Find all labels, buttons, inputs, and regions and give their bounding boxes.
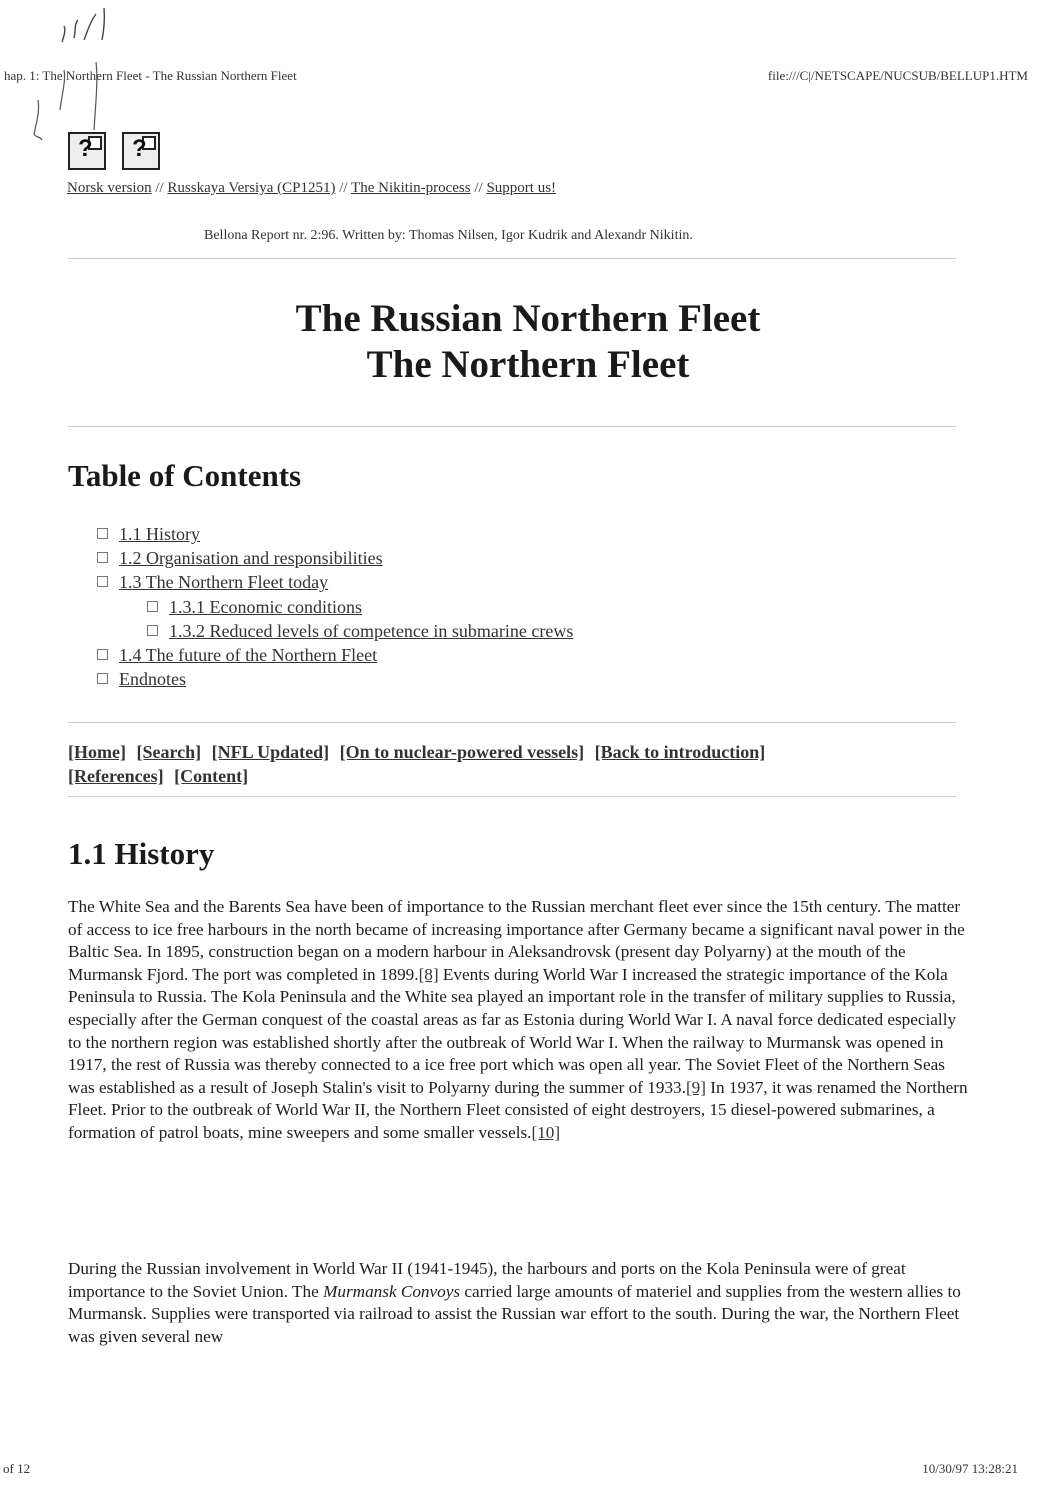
nav-nuclear-vessels-link[interactable]: [On to nuclear-powered vessels] bbox=[339, 742, 585, 762]
history-paragraph-2 bbox=[68, 1258, 968, 1348]
footnote-link-9[interactable]: [9] bbox=[685, 1077, 706, 1097]
paragraph-text: carried large amounts of materiel and supplies from the western allies to Murmansk. Supplies were transported via railroad to assist the Russian war effort to the south. During the war, the Northern Fleet was given several new bbox=[68, 1281, 961, 1346]
toc-item bbox=[97, 546, 573, 570]
icon-row bbox=[68, 132, 172, 175]
byline: Bellona Report nr. 2:96. Written by: Thomas Nilsen, Igor Kudrik and Alexandr Nikitin. bbox=[204, 228, 693, 243]
nav-search-link[interactable]: [Search] bbox=[136, 742, 202, 762]
divider bbox=[68, 722, 956, 723]
broken-image-icon[interactable] bbox=[68, 132, 106, 170]
norsk-version-link[interactable]: Norsk version bbox=[67, 180, 152, 196]
page-count: of 12 bbox=[3, 1461, 31, 1476]
nav-nfl-updated-link[interactable]: [NFL Updated] bbox=[211, 742, 330, 762]
browser-url: file:///C|/NETSCAPE/NUCSUB/BELLUP1.HTM bbox=[767, 68, 1028, 83]
section-heading-history: 1.1 History bbox=[68, 836, 215, 871]
russian-version-link[interactable]: Russkaya Versiya (CP1251) bbox=[167, 180, 336, 196]
support-us-link[interactable]: Support us! bbox=[486, 180, 557, 196]
toc-link-history[interactable]: 1.1 History bbox=[119, 524, 200, 544]
toc-item bbox=[97, 619, 573, 643]
toc-link-organisation[interactable]: 1.2 Organisation and responsibilities bbox=[119, 548, 383, 569]
bullet-square-icon bbox=[97, 649, 108, 660]
link-separator: // bbox=[151, 180, 168, 196]
footnote-link-8[interactable]: [8] bbox=[418, 964, 439, 984]
toc-item bbox=[97, 667, 573, 691]
emphasis-text: Murmansk Convoys bbox=[323, 1281, 461, 1301]
footnote-link-10[interactable]: [10] bbox=[531, 1122, 561, 1142]
page-title bbox=[68, 296, 988, 388]
link-separator: // bbox=[335, 180, 352, 196]
toc-item bbox=[97, 643, 573, 667]
history-paragraph-1 bbox=[68, 896, 968, 1145]
nav-home-link[interactable]: [Home] bbox=[68, 742, 126, 762]
nikitin-process-link[interactable]: The Nikitin-process bbox=[351, 180, 471, 196]
toc-link-future[interactable]: 1.4 The future of the Northern Fleet bbox=[119, 644, 378, 665]
divider bbox=[68, 258, 956, 259]
toc-item bbox=[97, 570, 573, 594]
nav-back-introduction-link[interactable]: [Back to introduction] bbox=[594, 742, 766, 762]
bullet-square-icon bbox=[97, 552, 108, 563]
divider bbox=[68, 426, 956, 427]
title-line-2: The Northern Fleet bbox=[366, 343, 690, 386]
bullet-square-icon bbox=[147, 601, 158, 612]
toc-heading: Table of Contents bbox=[68, 458, 302, 493]
link-separator: // bbox=[470, 180, 487, 196]
table-of-contents bbox=[97, 522, 573, 691]
toc-link-economic[interactable]: 1.3.1 Economic conditions bbox=[169, 596, 362, 617]
nav-content-link[interactable]: [Content] bbox=[174, 766, 249, 786]
broken-image-icon[interactable] bbox=[122, 132, 160, 170]
bullet-square-icon bbox=[147, 625, 158, 636]
toc-item bbox=[97, 522, 573, 546]
toc-link-endnotes[interactable]: Endnotes bbox=[119, 669, 186, 690]
print-datetime: 10/30/97 13:28:21 bbox=[922, 1461, 1018, 1476]
toc-link-competence[interactable]: 1.3.2 Reduced levels of competence in submarine crews bbox=[169, 620, 574, 641]
nav-references-link[interactable]: [References] bbox=[68, 766, 164, 786]
paragraph-text: During the Russian involvement in World War II (1941-1945), the harbours and ports on the Kola Peninsula were of great importance to the Soviet Union. The bbox=[68, 1259, 906, 1301]
divider bbox=[68, 796, 956, 797]
title-line-1: The Russian Northern Fleet bbox=[295, 297, 761, 340]
nav-bar bbox=[68, 740, 978, 788]
browser-page-title: hap. 1: The Northern Fleet - The Russian Northern Fleet bbox=[4, 68, 297, 83]
toc-item bbox=[97, 595, 573, 619]
bullet-square-icon bbox=[97, 673, 108, 684]
language-links bbox=[67, 180, 556, 197]
toc-link-fleet-today[interactable]: 1.3 The Northern Fleet today bbox=[119, 572, 329, 593]
paragraph-text: In 1937, it was renamed the Northern Fleet. Prior to the outbreak of World War II, the Northern Fleet consisted of eight destroyers, 15 diesel-powered submarines, a formation of patrol boats, mine sweepers and some smaller vessels. bbox=[68, 1077, 968, 1142]
bullet-square-icon bbox=[97, 576, 108, 587]
bullet-square-icon bbox=[97, 528, 108, 539]
paragraph-text: Events during World War I increased the strategic importance of the Kola Peninsula to Russia. The Kola Peninsula and the White sea played an important role in the transfer of military supplies to Russia, especially after the German conquest of the coastal areas as far as Estonia during World War I. A naval force dedicated especially to the northern region was established shortly after the outbreak of World War I. When the railway to Murmansk was opened in 1917, the rest of Russia was thereby connected to a ice free port which was open all year. The Soviet Fleet of the Northern Seas was established as a result of Joseph Stalin's visit to Polyarny during the summer of 1933. bbox=[68, 964, 957, 1097]
paragraph-text: The White Sea and the Barents Sea have been of importance to the Russian merchant fleet ever since the 15th century. The matter of access to ice free harbours in the north became of increasing importance after Germany became a significant naval power in the Baltic Sea. In 1895, construction began on a modern harbour in Aleksandrovsk (present day Polyarny) at the mouth of the Murmansk Fjord. The port was completed in 1899. bbox=[68, 897, 965, 984]
